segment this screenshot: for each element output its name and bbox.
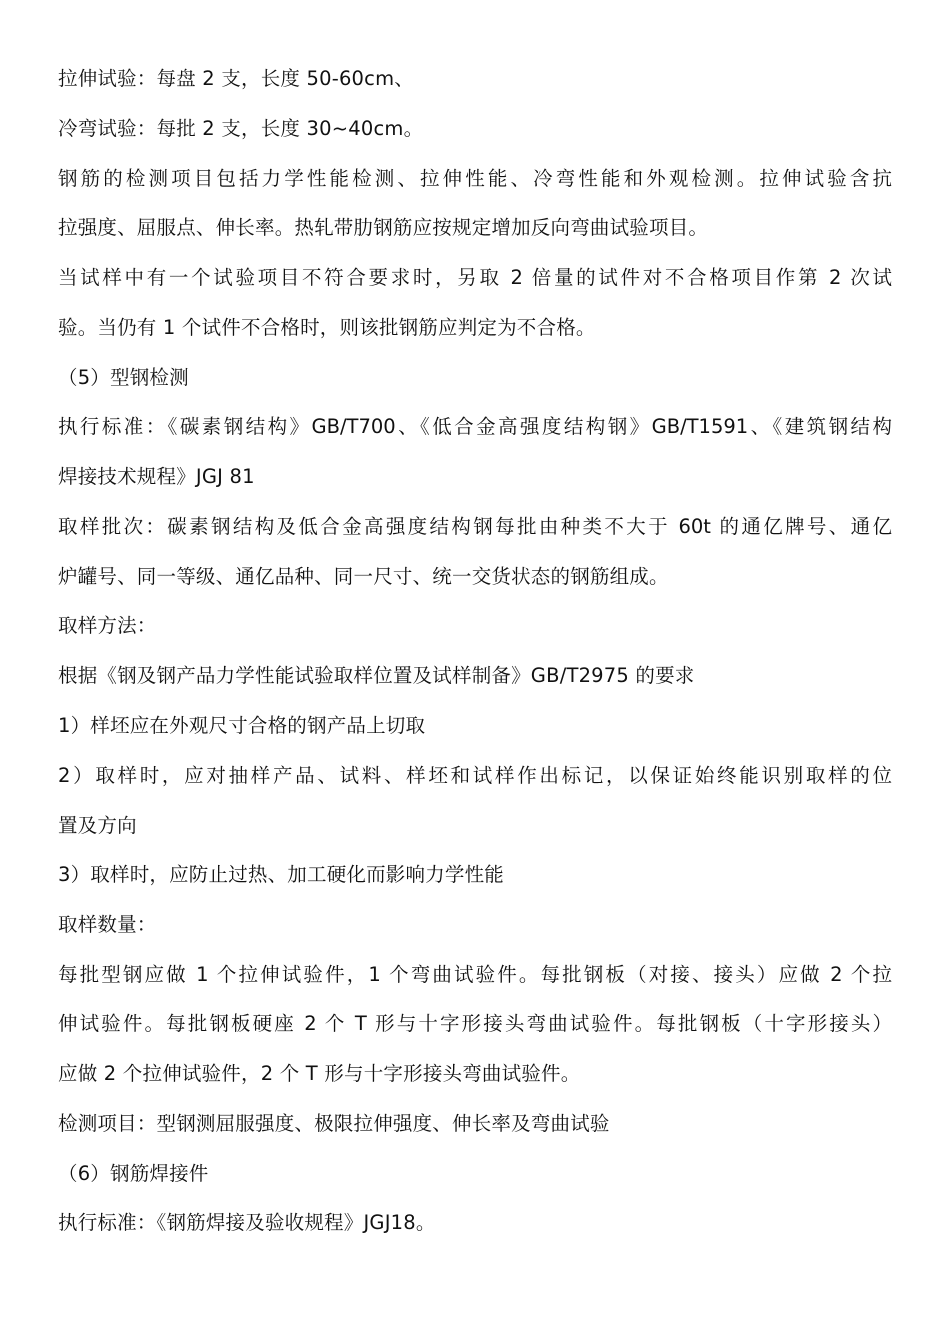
text-line: 伸试验件。每批钢板硬座 2 个 T 形与十字形接头弯曲试验件。每批钢板（十字形接头） (58, 1012, 892, 1035)
text-line: 拉强度、屈服点、伸长率。热轧带肋钢筋应按规定增加反向弯曲试验项目。 (58, 216, 709, 239)
text-line: 钢筋的检测项目包括力学性能检测、拉伸性能、冷弯性能和外观检测。拉伸试验含抗 (58, 167, 892, 190)
list-item: 1）样坯应在外观尺寸合格的钢产品上切取 (58, 714, 426, 737)
text-line: 取样数量： (58, 913, 157, 936)
text-line: 每批型钢应做 1 个拉伸试验件，1 个弯曲试验件。每批钢板（对接、接头）应做 2 个拉 (58, 963, 892, 986)
text-line: 置及方向 (58, 814, 137, 837)
text-line: 执行标准：《碳素钢结构》GB/T700、《低合金高强度结构钢》GB/T1591、《建筑钢结构 (58, 415, 892, 438)
text-line: 应做 2 个拉伸试验件，2 个 T 形与十字形接头弯曲试验件。 (58, 1062, 581, 1085)
text-line: 验。当仍有 1 个试件不合格时，则该批钢筋应判定为不合格。 (58, 316, 596, 339)
text-line: 根据《钢及钢产品力学性能试验取样位置及试样制备》GB/T2975 的要求 (58, 664, 695, 687)
list-item: 2）取样时，应对抽样产品、试料、样坯和试样作出标记，以保证始终能识别取样的位 (58, 764, 892, 787)
section-heading: （6）钢筋焊接件 (58, 1162, 209, 1185)
list-item: 3）取样时，应防止过热、加工硬化而影响力学性能 (58, 863, 505, 886)
text-line: 拉伸试验：每盘 2 支，长度 50-60cm、 (58, 67, 414, 90)
text-line: 执行标准：《钢筋焊接及验收规程》JGJ18。 (58, 1211, 436, 1234)
section-heading: （5）型钢检测 (58, 366, 189, 389)
text-line: 当试样中有一个试验项目不符合要求时，另取 2 倍量的试件对不合格项目作第 2 次试 (58, 266, 892, 289)
text-line: 炉罐号、同一等级、通亿品种、同一尺寸、统一交货状态的钢筋组成。 (58, 565, 669, 588)
text-line: 取样方法： (58, 614, 157, 637)
text-line: 取样批次：碳素钢结构及低合金高强度结构钢每批由种类不大于 60t 的通亿牌号、通亿 (58, 515, 892, 538)
text-line: 冷弯试验：每批 2 支，长度 30~40cm。 (58, 117, 424, 140)
text-line: 检测项目：型钢测屈服强度、极限拉伸强度、伸长率及弯曲试验 (58, 1112, 610, 1135)
text-line: 焊接技术规程》JGJ 81 (58, 465, 255, 488)
